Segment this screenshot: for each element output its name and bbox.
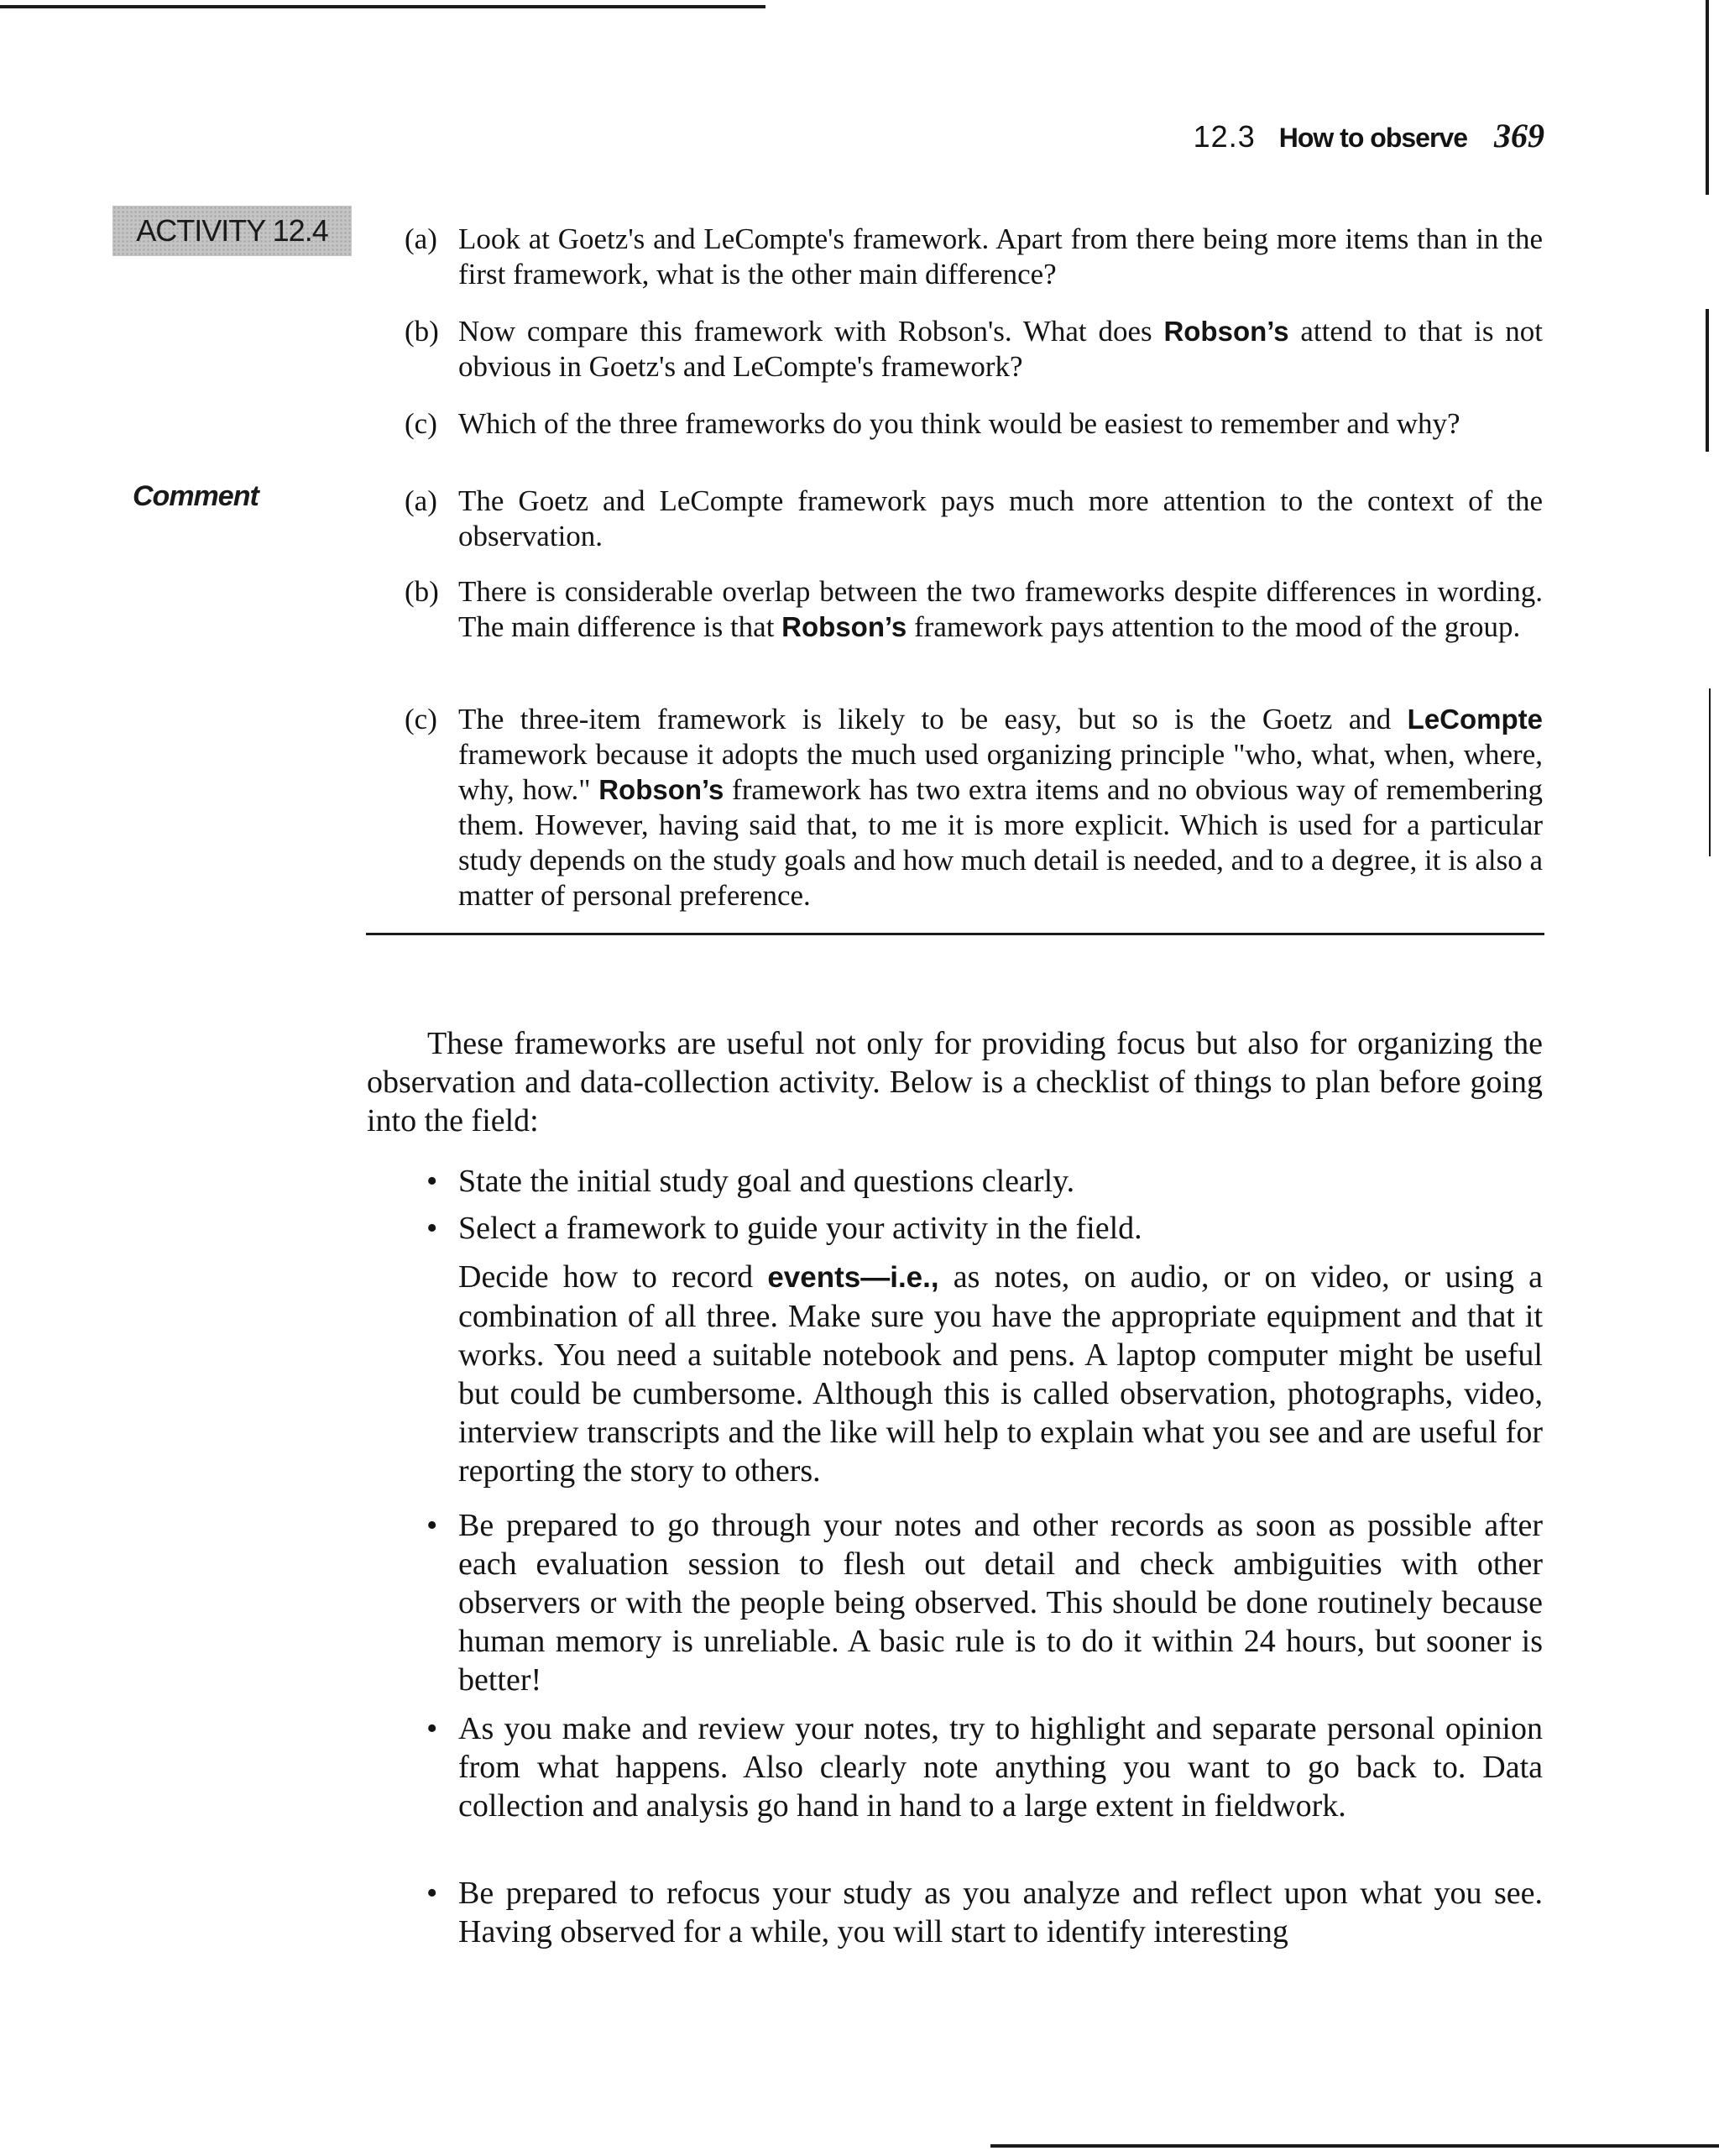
right-edge-rule-low [1709, 688, 1711, 856]
item-label: (c) [405, 407, 437, 440]
bullet-icon: • [426, 1211, 438, 1246]
bottom-rule [990, 2144, 1719, 2148]
item-text: Which of the three frameworks do you think would be easiest to remember and why? [458, 407, 1460, 440]
list-item-text: Be prepared to go through your notes and other records as soon as possible after each evaluation session to flesh out detail and check ambiguities with other observers or with the people being observed. This should be done routinely because human memory is unreliable. A basic rule is to do it within 24 hours, but sooner is better! [458, 1508, 1543, 1698]
section-title: How to observe [1278, 123, 1467, 153]
list-item [426, 1874, 1543, 1951]
list-item [426, 1506, 1543, 1699]
item-label: (a) [405, 222, 437, 255]
activity-badge: ACTIVITY 12.4 [112, 206, 352, 256]
list-item-text: Be prepared to refocus your study as you analyze and reflect upon what you see. Having observed for a while, you will start to identify interesting [458, 1876, 1543, 1949]
activity-item-b [405, 314, 1543, 385]
bullet-icon: • [426, 1876, 438, 1911]
comment-label: Comment [133, 480, 259, 512]
list-item [426, 1209, 1543, 1248]
comment-item-b [405, 574, 1543, 645]
section-number: 12.3 [1193, 119, 1256, 154]
item-text: Now compare this framework with Robson's. What does Robson’s attend to that is not obvious in Goetz's and LeCompte's framework? [458, 315, 1543, 383]
list-item-text: Select a framework to guide your activity in the field. [458, 1211, 1142, 1246]
bullet-icon: • [426, 1164, 438, 1199]
running-head [1091, 116, 1544, 166]
item-text: The Goetz and LeCompte framework pays much more attention to the context of the observation. [458, 484, 1543, 552]
right-edge-rule-mid [1706, 309, 1709, 452]
list-item-text: Decide how to record events—i.e., as notes, on audio, or on video, or using a combination of all three. Make sure you have the appropriate equipment and that it works. You need a suitable notebook and pens. A laptop computer might be useful but could be cumbersome. Although this is called observation, photographs, video, interview transcripts and the like will help to explain what you see and are useful for reporting the story to others. [458, 1259, 1544, 1489]
item-text: Look at Goetz's and LeCompte's framework. Apart from there being more items than in the first framework, what is the other main difference? [458, 222, 1543, 290]
activity-item-a [405, 222, 1543, 292]
page-number: 369 [1494, 117, 1544, 154]
item-label: (b) [405, 315, 439, 348]
list-item [426, 1162, 1543, 1201]
list-item-text: As you make and review your notes, try to highlight and separate personal opinion from what happens. Also clearly note anything you want to go back to. Data collection and analysis go hand in hand to a large extent in fieldwork. [458, 1711, 1543, 1824]
right-edge-rule-top [1706, 0, 1709, 195]
item-text: The three-item framework is likely to be easy, but so is the Goetz and LeCompte framework because it adopts the much used organizing principle "who, what, when, where, why, how." Robson’s framework has two extra items and no obvious way of remembering them. However, having said that, to me it is more explicit. Which is used for a particular study depends on the study goals and how much detail is needed, and to a degree, it is also a matter of personal preference. [458, 703, 1544, 912]
list-item-text: State the initial study goal and questions clearly. [458, 1164, 1075, 1199]
bullet-icon: • [426, 1711, 438, 1746]
bullet-icon: • [426, 1508, 438, 1543]
item-label: (c) [405, 703, 437, 735]
body-paragraph: These frameworks are useful not only for providing focus but also for organizing the observation and data-collection activity. Below is a checklist of things to plan before going into the field: [367, 1026, 1543, 1138]
item-label: (a) [405, 484, 437, 517]
item-label: (b) [405, 575, 439, 608]
list-item [426, 1709, 1543, 1825]
comment-item-c [405, 702, 1543, 913]
comment-item-a [405, 484, 1543, 554]
top-rule [0, 5, 765, 8]
activity-bottom-rule [366, 933, 1544, 935]
activity-item-c [405, 406, 1543, 442]
item-text: There is considerable overlap between the two frameworks despite differences in wording. The main difference is that Robson’s framework pays attention to the mood of the group. [458, 575, 1543, 643]
